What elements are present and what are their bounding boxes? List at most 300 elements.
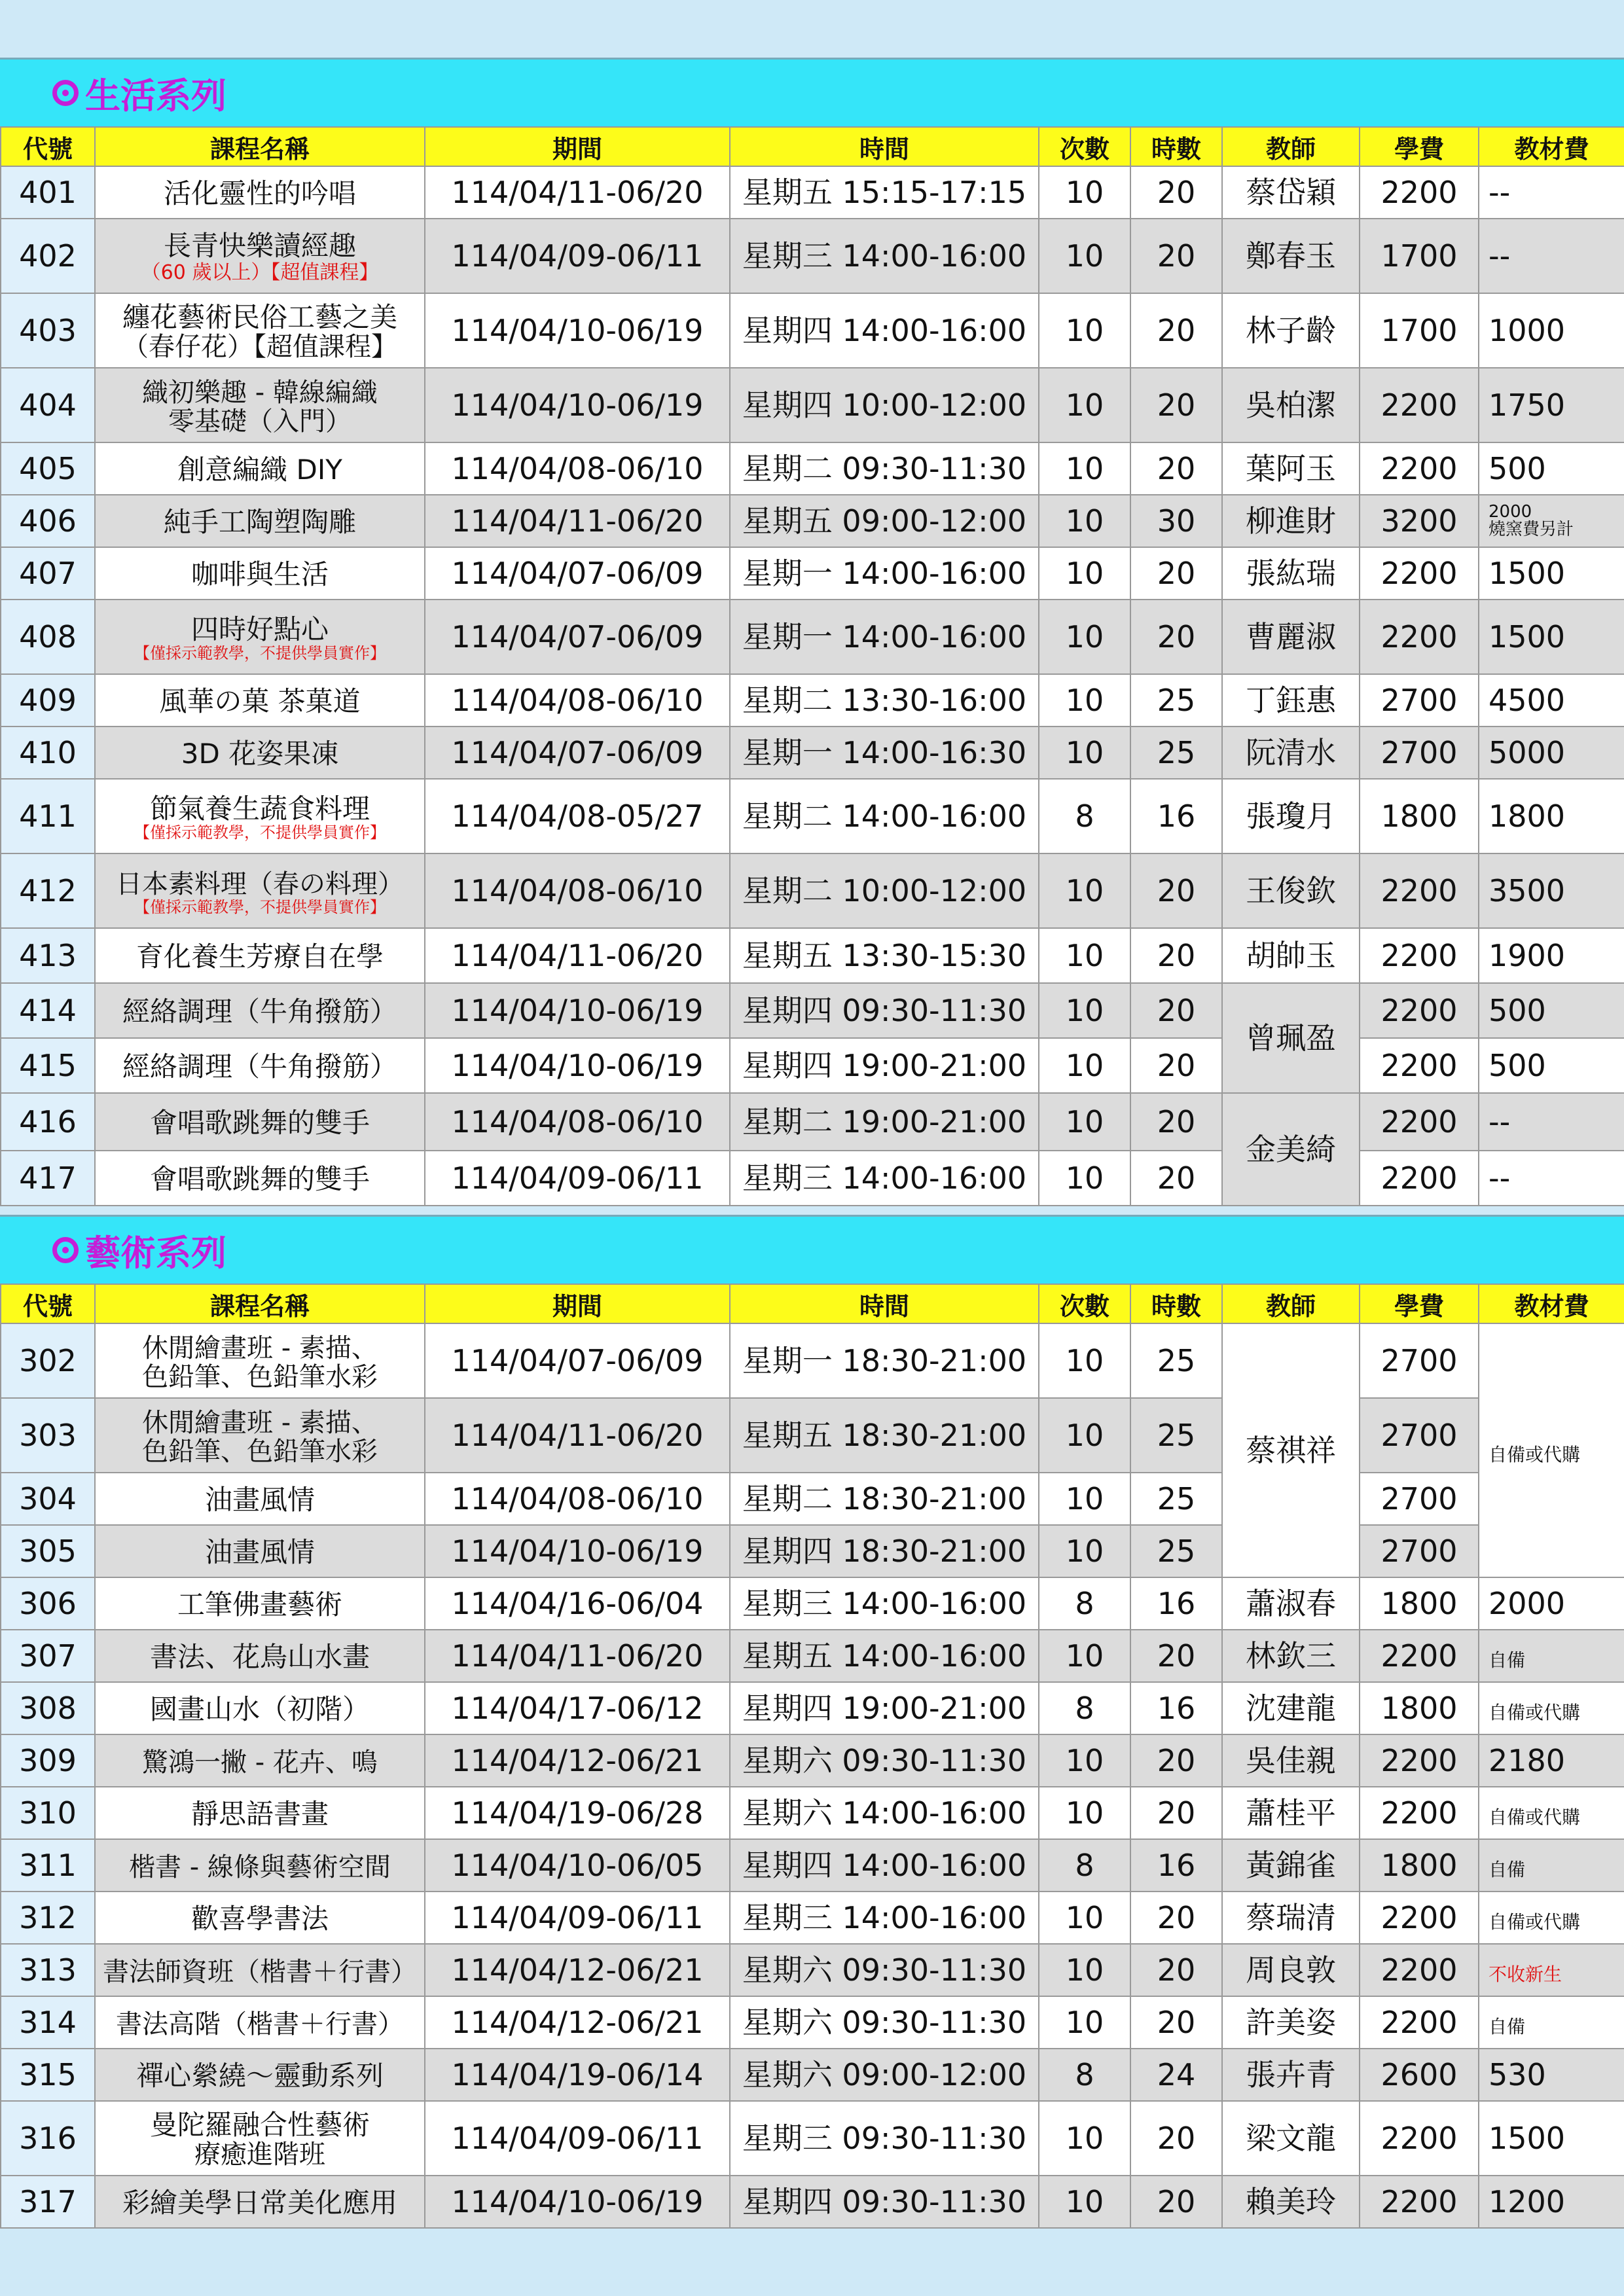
material-fee-value: 1500 — [1489, 2120, 1566, 2156]
course-name — [95, 1839, 425, 1892]
course-name-line2: 【僅採示範教學，不提供學員實作】 — [134, 644, 386, 663]
course-time: 星期四 10:00-12:00 — [730, 368, 1039, 442]
teacher-name: 賴美玲 — [1222, 2176, 1360, 2228]
course-name — [95, 1398, 425, 1473]
course-row — [1, 1093, 1624, 1151]
course-name-line1: 日本素料理（春の料理） — [116, 869, 404, 899]
material-fee — [1479, 1892, 1624, 1944]
course-period: 114/04/10-06/19 — [425, 1038, 730, 1093]
teacher-name: 葉阿玉 — [1222, 442, 1360, 495]
tuition-fee: 2700 — [1360, 1398, 1479, 1473]
course-name-line2: 【僅採示範教學，不提供學員實作】 — [134, 823, 386, 842]
course-period: 114/04/10-06/19 — [425, 1525, 730, 1577]
material-fee-value: 500 — [1489, 450, 1546, 486]
course-row — [1, 1577, 1624, 1630]
column-header: 代號 — [1, 127, 95, 166]
course-row — [1, 1787, 1624, 1839]
material-fee — [1479, 1093, 1624, 1151]
course-code: 401 — [1, 166, 95, 219]
material-fee-value: 自備或代購 — [1489, 1910, 1581, 1933]
tuition-fee: 1800 — [1360, 1682, 1479, 1734]
course-code: 316 — [1, 2101, 95, 2176]
course-name — [95, 293, 425, 368]
course-row — [1, 293, 1624, 368]
course-row — [1, 1996, 1624, 2049]
tuition-fee: 2200 — [1360, 2176, 1479, 2228]
course-name — [95, 779, 425, 853]
course-name-line1: 油畫風情 — [204, 1483, 315, 1516]
teacher-name: 曾珮盈 — [1222, 983, 1360, 1093]
course-row — [1, 1038, 1624, 1093]
course-name — [95, 442, 425, 495]
course-time: 星期一 18:30-21:00 — [730, 1323, 1039, 1398]
course-time: 星期六 09:30-11:30 — [730, 1944, 1039, 1996]
material-fee — [1479, 1323, 1624, 1577]
teacher-name: 梁文龍 — [1222, 2101, 1360, 2176]
course-code: 403 — [1, 293, 95, 368]
tuition-fee: 2700 — [1360, 1473, 1479, 1525]
material-fee — [1479, 2101, 1624, 2176]
course-code: 417 — [1, 1151, 95, 1206]
course-name-line1: 休閒繪畫班 - 素描、 — [142, 1333, 378, 1363]
total-hours: 20 — [1130, 1734, 1222, 1787]
session-count: 10 — [1039, 928, 1130, 983]
course-name — [95, 928, 425, 983]
course-period: 114/04/11-06/20 — [425, 166, 730, 219]
material-fee — [1479, 368, 1624, 442]
course-code: 416 — [1, 1093, 95, 1151]
course-name-line1: 活化靈性的吟唱 — [163, 177, 356, 209]
total-hours: 24 — [1130, 2049, 1222, 2101]
course-code: 405 — [1, 442, 95, 495]
session-count: 8 — [1039, 1577, 1130, 1630]
course-code: 314 — [1, 1996, 95, 2049]
course-name — [95, 726, 425, 779]
course-row — [1, 1892, 1624, 1944]
teacher-name: 蕭桂平 — [1222, 1787, 1360, 1839]
course-period: 114/04/12-06/21 — [425, 1734, 730, 1787]
material-fee-value: 1500 — [1489, 555, 1566, 591]
total-hours: 20 — [1130, 1630, 1222, 1682]
course-period: 114/04/09-06/11 — [425, 1151, 730, 1206]
material-fee — [1479, 1734, 1624, 1787]
course-name-line1: 國畫山水（初階） — [149, 1693, 370, 1725]
session-count: 10 — [1039, 1787, 1130, 1839]
session-count: 10 — [1039, 1473, 1130, 1525]
material-fee-value: 1900 — [1489, 937, 1566, 973]
column-header: 時間 — [730, 1284, 1039, 1323]
course-period: 114/04/09-06/11 — [425, 219, 730, 293]
material-fee-value: 自備或代購 — [1489, 1443, 1581, 1465]
session-count: 8 — [1039, 779, 1130, 853]
course-name-line1: 驚鴻一撇 - 花卉、鳴 — [142, 1747, 378, 1778]
session-count: 10 — [1039, 368, 1130, 442]
course-name-line2: 零基礎（入門） — [168, 406, 352, 437]
course-code: 305 — [1, 1525, 95, 1577]
total-hours: 25 — [1130, 674, 1222, 726]
course-name-line1: 纏花藝術民俗工藝之美 — [122, 300, 397, 333]
course-name-line1: 節氣養生蔬食料理 — [149, 792, 370, 825]
course-code: 413 — [1, 928, 95, 983]
course-time: 星期六 09:30-11:30 — [730, 1734, 1039, 1787]
material-fee-value: 1200 — [1489, 2183, 1566, 2219]
material-fee — [1479, 442, 1624, 495]
total-hours: 20 — [1130, 1787, 1222, 1839]
course-table — [0, 1283, 1624, 2229]
teacher-name: 蕭淑春 — [1222, 1577, 1360, 1630]
column-header: 教師 — [1222, 1284, 1360, 1323]
material-fee-value: -- — [1489, 1103, 1511, 1139]
session-count: 10 — [1039, 1525, 1130, 1577]
material-fee-value: 自備或代購 — [1489, 1701, 1581, 1723]
tuition-fee: 2200 — [1360, 1093, 1479, 1151]
material-fee — [1479, 600, 1624, 674]
material-fee-value: 1750 — [1489, 387, 1566, 423]
course-period: 114/04/10-06/19 — [425, 293, 730, 368]
course-code: 410 — [1, 726, 95, 779]
tuition-fee: 2200 — [1360, 928, 1479, 983]
course-name-line1: 楷書 - 線條與藝術空間 — [129, 1852, 391, 1882]
course-name-line1: 書法師資班（楷書＋行書） — [103, 1956, 417, 1987]
course-time: 星期四 18:30-21:00 — [730, 1525, 1039, 1577]
course-time: 星期六 09:00-12:00 — [730, 2049, 1039, 2101]
material-fee — [1479, 293, 1624, 368]
course-code: 308 — [1, 1682, 95, 1734]
material-fee — [1479, 1630, 1624, 1682]
course-name-line2: 療癒進階班 — [194, 2140, 325, 2170]
tuition-fee: 1800 — [1360, 1577, 1479, 1630]
material-fee — [1479, 853, 1624, 928]
course-code: 315 — [1, 2049, 95, 2101]
total-hours: 25 — [1130, 1398, 1222, 1473]
column-header: 時數 — [1130, 127, 1222, 166]
teacher-name: 張紘瑞 — [1222, 547, 1360, 600]
course-row — [1, 1734, 1624, 1787]
bullet-target-icon — [52, 1237, 79, 1263]
total-hours: 25 — [1130, 1525, 1222, 1577]
column-header: 次數 — [1039, 1284, 1130, 1323]
total-hours: 16 — [1130, 779, 1222, 853]
tuition-fee: 2700 — [1360, 674, 1479, 726]
course-row — [1, 495, 1624, 547]
total-hours: 20 — [1130, 853, 1222, 928]
material-fee — [1479, 2176, 1624, 2228]
course-name — [95, 1630, 425, 1682]
total-hours: 20 — [1130, 442, 1222, 495]
tuition-fee: 1700 — [1360, 219, 1479, 293]
tuition-fee: 2200 — [1360, 368, 1479, 442]
total-hours: 20 — [1130, 219, 1222, 293]
tuition-fee: 1800 — [1360, 779, 1479, 853]
course-code: 414 — [1, 983, 95, 1038]
total-hours: 30 — [1130, 495, 1222, 547]
course-time: 星期一 14:00-16:00 — [730, 547, 1039, 600]
teacher-name: 阮清水 — [1222, 726, 1360, 779]
course-period: 114/04/11-06/20 — [425, 1630, 730, 1682]
course-name — [95, 1577, 425, 1630]
course-code: 317 — [1, 2176, 95, 2228]
course-period: 114/04/19-06/28 — [425, 1787, 730, 1839]
teacher-name: 張卉青 — [1222, 2049, 1360, 2101]
session-count: 10 — [1039, 166, 1130, 219]
course-period: 114/04/10-06/19 — [425, 368, 730, 442]
course-name-line1: 長青快樂讀經趣 — [163, 230, 356, 262]
course-code: 312 — [1, 1892, 95, 1944]
course-row — [1, 1323, 1624, 1398]
session-count: 10 — [1039, 1038, 1130, 1093]
course-name — [95, 983, 425, 1038]
session-count: 10 — [1039, 1734, 1130, 1787]
session-count: 10 — [1039, 442, 1130, 495]
course-code: 406 — [1, 495, 95, 547]
course-period: 114/04/09-06/11 — [425, 2101, 730, 2176]
total-hours: 20 — [1130, 368, 1222, 442]
session-count: 10 — [1039, 1996, 1130, 2049]
course-name — [95, 166, 425, 219]
total-hours: 20 — [1130, 600, 1222, 674]
session-count: 10 — [1039, 219, 1130, 293]
course-name — [95, 1323, 425, 1398]
course-name — [95, 495, 425, 547]
session-count: 10 — [1039, 293, 1130, 368]
teacher-name: 吳佳親 — [1222, 1734, 1360, 1787]
course-row — [1, 1473, 1624, 1525]
course-row — [1, 928, 1624, 983]
material-fee — [1479, 726, 1624, 779]
course-code: 402 — [1, 219, 95, 293]
course-time: 星期三 09:30-11:30 — [730, 2101, 1039, 2176]
material-fee — [1479, 1038, 1624, 1093]
material-fee — [1479, 1577, 1624, 1630]
course-period: 114/04/16-06/04 — [425, 1577, 730, 1630]
material-fee-value: 500 — [1489, 1047, 1546, 1083]
material-fee-value: 500 — [1489, 992, 1546, 1028]
teacher-name: 張瓊月 — [1222, 779, 1360, 853]
total-hours: 20 — [1130, 2101, 1222, 2176]
tuition-fee: 2200 — [1360, 1787, 1479, 1839]
session-count: 10 — [1039, 547, 1130, 600]
course-code: 307 — [1, 1630, 95, 1682]
material-fee — [1479, 219, 1624, 293]
course-name — [95, 2049, 425, 2101]
tuition-fee: 1700 — [1360, 293, 1479, 368]
course-period: 114/04/17-06/12 — [425, 1682, 730, 1734]
course-name-line1: 書法、花鳥山水畫 — [149, 1640, 370, 1673]
course-row — [1, 1839, 1624, 1892]
course-name — [95, 1038, 425, 1093]
header-row — [1, 1284, 1624, 1323]
session-count: 10 — [1039, 1151, 1130, 1206]
course-period: 114/04/08-05/27 — [425, 779, 730, 853]
course-name-line2: （春仔花）【超值課程】 — [122, 332, 397, 363]
material-fee — [1479, 928, 1624, 983]
course-name-line1: 經絡調理（牛角撥筋） — [122, 995, 397, 1028]
teacher-name: 許美姿 — [1222, 1996, 1360, 2049]
material-fee-value: 1500 — [1489, 619, 1566, 655]
course-name-line1: 織初樂趣 - 韓線編織 — [142, 377, 378, 408]
course-row — [1, 1944, 1624, 1996]
course-row — [1, 1525, 1624, 1577]
material-fee-value: 自備 — [1489, 1858, 1526, 1880]
material-fee — [1479, 1151, 1624, 1206]
material-fee-value: 自備 — [1489, 2015, 1526, 2037]
column-header: 教材費 — [1479, 127, 1624, 166]
course-name-line1: 創意編織 DIY — [177, 453, 342, 486]
tuition-fee: 2200 — [1360, 1734, 1479, 1787]
course-row — [1, 1151, 1624, 1206]
course-code: 409 — [1, 674, 95, 726]
course-row — [1, 1682, 1624, 1734]
course-time: 星期五 18:30-21:00 — [730, 1398, 1039, 1473]
total-hours: 16 — [1130, 1682, 1222, 1734]
course-time: 星期三 14:00-16:00 — [730, 219, 1039, 293]
course-name-line1: 3D 花姿果凍 — [181, 737, 339, 770]
course-period: 114/04/11-06/20 — [425, 495, 730, 547]
material-fee-value: -- — [1489, 238, 1511, 274]
course-time: 星期二 10:00-12:00 — [730, 853, 1039, 928]
course-row — [1, 547, 1624, 600]
session-count: 10 — [1039, 600, 1130, 674]
course-row — [1, 219, 1624, 293]
material-fee-value: -- — [1489, 174, 1511, 210]
course-time: 星期四 09:30-11:30 — [730, 983, 1039, 1038]
course-time: 星期五 14:00-16:00 — [730, 1630, 1039, 1682]
course-name — [95, 219, 425, 293]
material-fee-value: 1800 — [1489, 798, 1566, 834]
teacher-name: 林子齡 — [1222, 293, 1360, 368]
course-name — [95, 1787, 425, 1839]
course-time: 星期一 14:00-16:30 — [730, 726, 1039, 779]
material-fee — [1479, 547, 1624, 600]
course-name-line1: 歡喜學書法 — [190, 1902, 329, 1935]
course-code: 415 — [1, 1038, 95, 1093]
course-row — [1, 853, 1624, 928]
course-time: 星期六 09:30-11:30 — [730, 1996, 1039, 2049]
header-row — [1, 127, 1624, 166]
session-count: 10 — [1039, 495, 1130, 547]
course-row — [1, 726, 1624, 779]
material-fee-value: 5000 — [1489, 734, 1566, 770]
course-time: 星期四 14:00-16:00 — [730, 1839, 1039, 1892]
course-period: 114/04/08-06/10 — [425, 1093, 730, 1151]
course-time: 星期三 14:00-16:00 — [730, 1151, 1039, 1206]
total-hours: 20 — [1130, 166, 1222, 219]
tuition-fee: 1800 — [1360, 1839, 1479, 1892]
course-code: 304 — [1, 1473, 95, 1525]
course-row — [1, 2101, 1624, 2176]
course-time: 星期一 14:00-16:00 — [730, 600, 1039, 674]
course-period: 114/04/12-06/21 — [425, 1996, 730, 2049]
course-period: 114/04/07-06/09 — [425, 547, 730, 600]
course-code: 412 — [1, 853, 95, 928]
teacher-name: 王俊欽 — [1222, 853, 1360, 928]
teacher-name: 胡帥玉 — [1222, 928, 1360, 983]
course-time: 星期三 14:00-16:00 — [730, 1892, 1039, 1944]
section-art — [0, 1215, 1624, 2229]
total-hours: 16 — [1130, 1839, 1222, 1892]
tuition-fee: 2200 — [1360, 1892, 1479, 1944]
column-header: 學費 — [1360, 127, 1479, 166]
total-hours: 20 — [1130, 1892, 1222, 1944]
course-period: 114/04/10-06/19 — [425, 2176, 730, 2228]
column-header: 課程名稱 — [95, 1284, 425, 1323]
course-name — [95, 2176, 425, 2228]
course-period: 114/04/12-06/21 — [425, 1944, 730, 1996]
course-row — [1, 2049, 1624, 2101]
session-count: 10 — [1039, 1944, 1130, 1996]
course-name-line2: 色鉛筆、色鉛筆水彩 — [142, 1362, 378, 1393]
course-name-line2: （60 歲以上）【超值課程】 — [141, 260, 379, 284]
course-name — [95, 1682, 425, 1734]
course-time: 星期二 13:30-16:00 — [730, 674, 1039, 726]
tuition-fee: 2600 — [1360, 2049, 1479, 2101]
course-code: 313 — [1, 1944, 95, 1996]
teacher-name: 丁鈺惠 — [1222, 674, 1360, 726]
material-fee — [1479, 983, 1624, 1038]
total-hours: 20 — [1130, 1093, 1222, 1151]
section-header — [0, 58, 1624, 126]
column-header: 教材費 — [1479, 1284, 1624, 1323]
session-count: 10 — [1039, 1892, 1130, 1944]
teacher-name: 沈建龍 — [1222, 1682, 1360, 1734]
tuition-fee: 2700 — [1360, 726, 1479, 779]
course-time: 星期四 19:00-21:00 — [730, 1682, 1039, 1734]
course-name-line2: 【僅採示範教學，不提供學員實作】 — [134, 898, 386, 917]
session-count: 8 — [1039, 1682, 1130, 1734]
course-time: 星期二 14:00-16:00 — [730, 779, 1039, 853]
course-code: 306 — [1, 1577, 95, 1630]
course-name — [95, 1151, 425, 1206]
tuition-fee: 2200 — [1360, 2101, 1479, 2176]
course-period: 114/04/08-06/10 — [425, 442, 730, 495]
section-title: 生活系列 — [85, 75, 226, 117]
course-row — [1, 600, 1624, 674]
material-fee-value: 2180 — [1489, 1742, 1566, 1778]
course-period: 114/04/11-06/20 — [425, 1398, 730, 1473]
course-code: 309 — [1, 1734, 95, 1787]
material-fee-value: 自備 — [1489, 1649, 1526, 1671]
course-row — [1, 983, 1624, 1038]
course-time: 星期五 15:15-17:15 — [730, 166, 1039, 219]
teacher-name: 曹麗淑 — [1222, 600, 1360, 674]
course-period: 114/04/07-06/09 — [425, 726, 730, 779]
course-table — [0, 126, 1624, 1206]
total-hours: 20 — [1130, 983, 1222, 1038]
column-header: 時間 — [730, 127, 1039, 166]
tuition-fee: 2200 — [1360, 1038, 1479, 1093]
course-name-line1: 純手工陶塑陶雕 — [163, 505, 356, 538]
course-name — [95, 674, 425, 726]
course-name — [95, 1996, 425, 2049]
course-code: 408 — [1, 600, 95, 674]
course-name-line1: 彩繪美學日常美化應用 — [122, 2186, 397, 2219]
tuition-fee: 2200 — [1360, 853, 1479, 928]
course-name — [95, 1473, 425, 1525]
course-time: 星期五 13:30-15:30 — [730, 928, 1039, 983]
course-name-line1: 會唱歌跳舞的雙手 — [149, 1106, 370, 1139]
tuition-fee: 2200 — [1360, 547, 1479, 600]
bullet-target-icon — [52, 80, 79, 106]
course-time: 星期二 18:30-21:00 — [730, 1473, 1039, 1525]
course-time: 星期四 09:30-11:30 — [730, 2176, 1039, 2228]
total-hours: 20 — [1130, 293, 1222, 368]
course-name — [95, 1734, 425, 1787]
course-name-line1: 咖啡與生活 — [190, 558, 329, 590]
total-hours: 20 — [1130, 2176, 1222, 2228]
column-header: 學費 — [1360, 1284, 1479, 1323]
course-code: 311 — [1, 1839, 95, 1892]
course-name — [95, 600, 425, 674]
